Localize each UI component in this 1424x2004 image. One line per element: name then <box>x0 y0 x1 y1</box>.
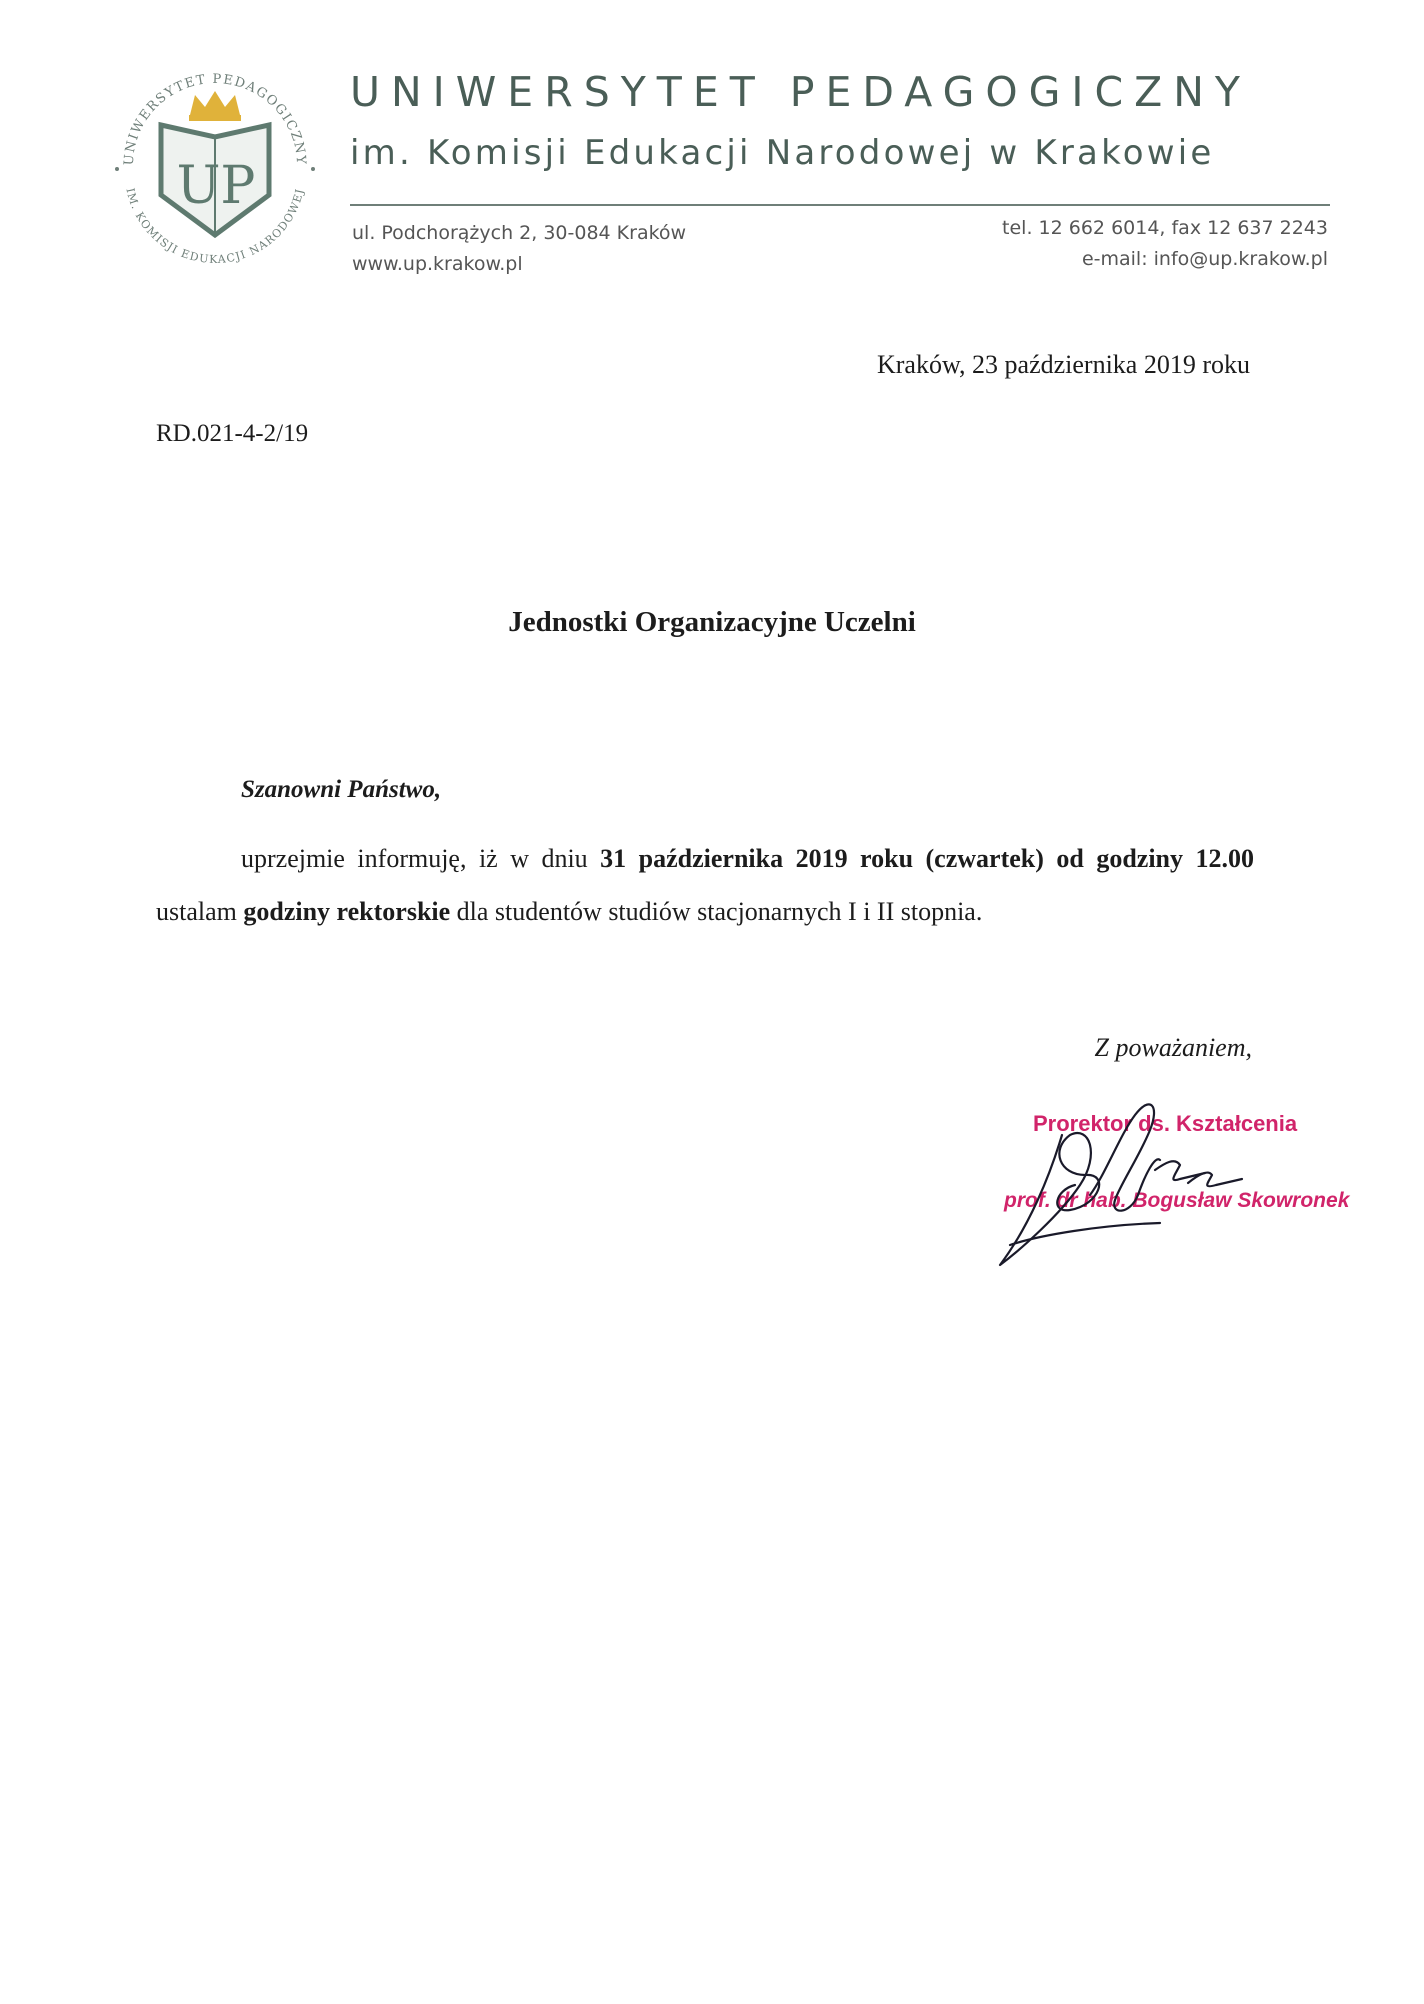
university-subtitle: im. Komisji Edukacji Narodowej w Krakowie <box>350 133 1215 173</box>
address-line: ul. Podchorążych 2, 30-084 Kraków <box>352 222 687 244</box>
svg-text:UNIWERSYTET PEDAGOGICZNY: UNIWERSYTET PEDAGOGICZNY <box>121 71 309 166</box>
stamp-title: Prorektor ds. Kształcenia <box>1033 1111 1298 1136</box>
body-rector-hours-emphasis: godziny rektorskie <box>243 897 451 926</box>
university-name: UNIWERSYTET PEDAGOGICZNY <box>350 68 1251 116</box>
salutation: Szanowni Państwo, <box>241 776 442 803</box>
svg-text:UP: UP <box>176 156 256 216</box>
address-block <box>352 218 686 280</box>
body-paragraph <box>156 832 1254 938</box>
reference-number: RD.021-4-2/19 <box>156 420 309 447</box>
email-line[interactable]: e-mail: info@up.krakow.pl <box>1081 248 1328 270</box>
contact-block <box>1002 213 1328 275</box>
body-text-2: ustalam <box>156 897 244 926</box>
recipient-heading: Jednostki Organizacyjne Uczelni <box>508 606 916 638</box>
stamp-name: prof. dr hab. Bogusław Skowronek <box>1004 1189 1350 1212</box>
letterhead-divider <box>350 204 1330 206</box>
body-text-1: uprzejmie informuję, iż w dniu <box>241 844 601 873</box>
university-seal-logo <box>95 45 335 285</box>
handwritten-signature <box>980 1075 1280 1275</box>
body-text-3: dla studentów studiów stacjonarnych I i II stopnia. <box>450 897 983 926</box>
website-link[interactable]: www.up.krakow.pl <box>352 253 523 275</box>
body-date-emphasis: 31 października 2019 roku (czwartek) od godziny 12.00 <box>600 844 1254 873</box>
closing-phrase: Z poważaniem, <box>1094 1033 1252 1062</box>
svg-text:IM. KOMISJI EDUKACJI NARODOWEJ: IM. KOMISJI EDUKACJI NARODOWEJ <box>123 186 307 267</box>
phone-fax-line: tel. 12 662 6014, fax 12 637 2243 <box>1002 217 1328 239</box>
letter-date: Kraków, 23 października 2019 roku <box>876 350 1250 379</box>
